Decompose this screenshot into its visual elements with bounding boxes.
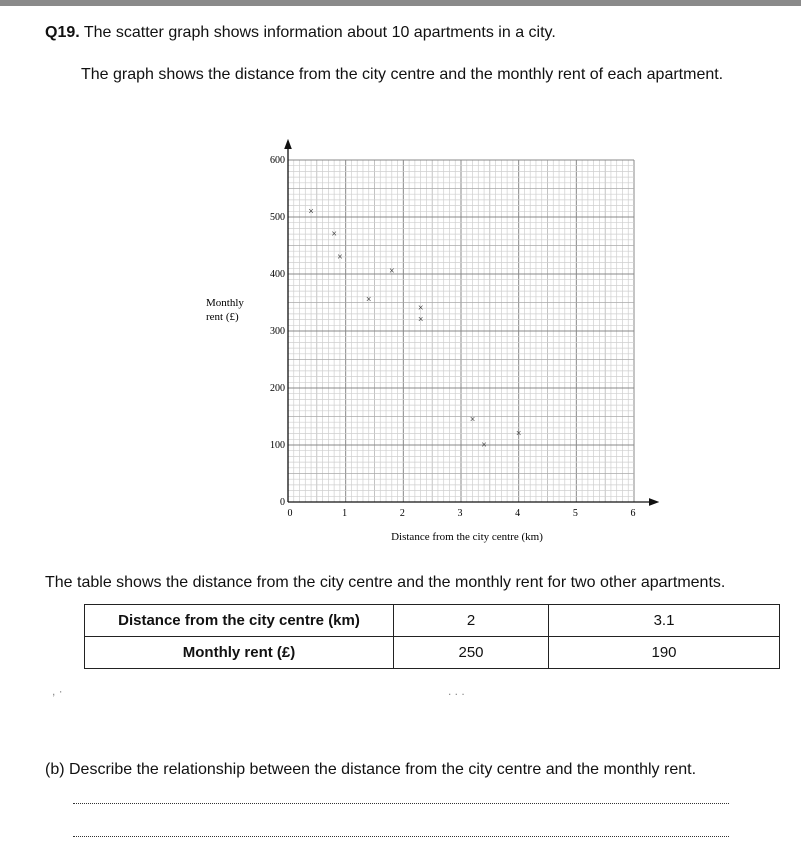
table-row [85, 637, 780, 669]
part-b-prompt: (b) Describe the relationship between the distance from the city centre and the monthly rent. [45, 761, 697, 778]
x-tick-label: 3 [457, 508, 463, 519]
question-number: Q19. [45, 24, 80, 41]
y-axis-label: Monthly [206, 297, 244, 309]
scatter-graph [0, 130, 801, 560]
y-axis-label: rent (£) [206, 311, 239, 323]
table-cell: 250 [394, 637, 549, 669]
table-row [85, 605, 780, 637]
top-bar [0, 0, 801, 6]
table-intro: The table shows the distance from the city centre and the monthly rent for two other apartments. [45, 574, 726, 591]
x-tick-label: 1 [342, 508, 348, 519]
x-tick-label: 6 [630, 508, 636, 519]
y-tick-label: 500 [270, 212, 285, 223]
y-tick-label: 0 [280, 497, 285, 508]
x-tick-label: 4 [515, 508, 521, 519]
y-tick-label: 300 [270, 326, 285, 337]
row-header-rent: Monthly rent (£) [85, 637, 394, 669]
y-tick-label: 400 [270, 269, 285, 280]
answer-line [73, 803, 729, 804]
scatter-point: × [308, 206, 314, 218]
question-intro: The graph shows the distance from the city centre and the monthly rent of each apartment. [81, 66, 724, 83]
scatter-point: × [417, 303, 424, 315]
answer-line [73, 836, 729, 837]
x-axis-label: Distance from the city centre (km) [391, 531, 543, 543]
scatter-point: × [515, 428, 522, 440]
question-title [45, 24, 556, 42]
scatter-point: × [469, 414, 476, 426]
question-text: The scatter graph shows information about 10 apartments in a city. [83, 24, 556, 41]
scatter-point: × [417, 314, 424, 326]
y-tick-label: 200 [270, 383, 285, 394]
scatter-point: × [331, 229, 337, 241]
y-tick-label: 600 [270, 155, 285, 166]
table-cell: 3.1 [549, 605, 780, 637]
x-tick-label: 2 [399, 508, 405, 519]
table-cell: 2 [394, 605, 549, 637]
scatter-point: × [365, 294, 372, 306]
table-cell: 190 [549, 637, 780, 669]
scatter-point: × [481, 440, 487, 451]
scatter-point: × [337, 251, 343, 263]
x-tick-label: 0 [287, 508, 293, 519]
scan-mark: , · [52, 684, 63, 698]
x-tick-label: 5 [572, 508, 578, 519]
data-table [84, 604, 780, 669]
scan-mark: . . . [448, 684, 465, 698]
y-tick-label: 100 [270, 440, 285, 451]
scatter-point: × [388, 266, 395, 278]
row-header-distance: Distance from the city centre (km) [85, 605, 394, 637]
